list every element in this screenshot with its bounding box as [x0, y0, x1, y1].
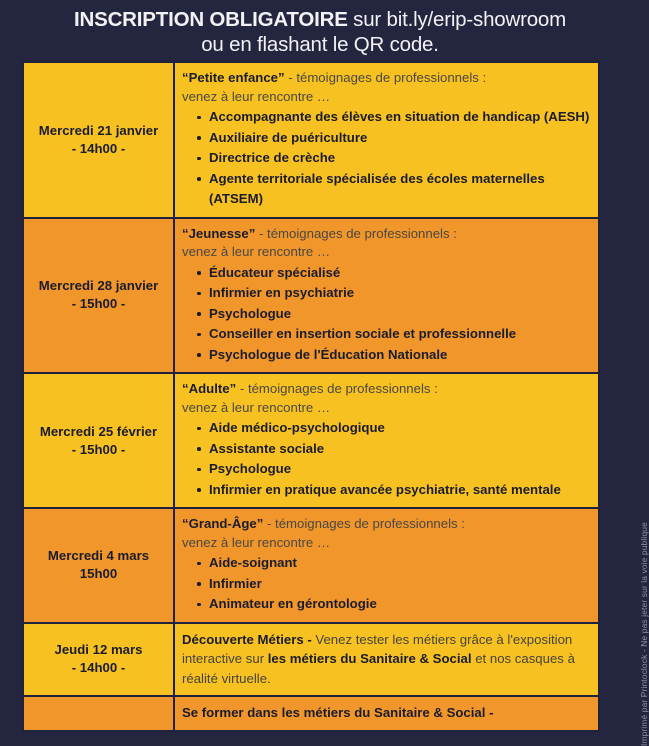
list-item: Psychologue de l'Éducation Nationale	[209, 345, 592, 366]
schedule-what-cell	[174, 218, 599, 374]
when-date: Mercredi 4 mars	[47, 548, 150, 564]
header-line-2: ou en flashant le QR code.	[201, 33, 439, 56]
header-line-1-url[interactable]: sur bit.ly/erip-showroom	[347, 8, 566, 31]
job-list	[182, 418, 592, 500]
theme-tag: “Adulte”	[182, 381, 237, 396]
activity-text-2: et nos casques à réalité virtuelle.	[182, 651, 575, 686]
theme-lead-line2: venez à leur rencontre …	[182, 244, 331, 259]
schedule-table-body	[23, 62, 599, 731]
list-item: Psychologue	[209, 459, 592, 480]
theme-tag: “Petite enfance”	[182, 70, 285, 85]
list-item: Animateur en gérontologie	[209, 594, 592, 615]
theme-lead-rest: - témoignages de professionnels :	[263, 516, 465, 531]
list-item: Directrice de crèche	[209, 148, 592, 169]
header-banner	[0, 0, 640, 57]
list-item: Accompagnante des élèves en situation de handicap (AESH)	[209, 107, 592, 128]
schedule-what-cell	[174, 508, 599, 623]
theme-lead-rest: - témoignages de professionnels :	[284, 70, 487, 85]
when-time: - 15h00 -	[71, 296, 126, 312]
activity-title: Découverte Métiers -	[182, 631, 316, 647]
schedule-when-cell	[23, 696, 174, 731]
list-item: Infirmier en pratique avancée psychiatrie, santé mentale	[209, 480, 592, 501]
schedule-when-cell	[23, 62, 174, 218]
activity-highlight: les métiers du Sanitaire & Social	[267, 651, 472, 666]
when-date: Jeudi 12 mars	[54, 642, 143, 658]
activity-text-1: Venez tester les métiers grâce à l'exposition interactive sur	[182, 631, 573, 666]
list-item: Assistante sociale	[209, 439, 592, 460]
table-row	[23, 62, 599, 218]
theme-lead-rest: - témoignages de professionnels :	[255, 225, 457, 241]
when-date: Mercredi 21 janvier	[38, 122, 159, 138]
schedule-when-cell	[23, 623, 174, 697]
list-item: Infirmier	[209, 574, 592, 595]
theme-lead-line2: venez à leur rencontre …	[182, 399, 331, 415]
schedule-what-cell	[174, 696, 599, 731]
when-time: - 14h00 -	[71, 660, 126, 676]
theme-lead-line2: venez à leur rencontre …	[182, 534, 331, 550]
theme-lead	[182, 380, 592, 417]
theme-lead	[182, 225, 592, 262]
table-row	[23, 623, 599, 697]
schedule-when-cell	[23, 508, 174, 623]
table-row	[23, 696, 599, 731]
theme-lead-rest: - témoignages de professionnels :	[236, 381, 438, 396]
schedule-what-cell	[174, 623, 599, 697]
activity-paragraph	[182, 630, 592, 689]
table-row	[23, 218, 599, 374]
schedule-when-cell	[23, 373, 174, 508]
theme-lead	[182, 69, 592, 106]
schedule-what-cell	[174, 62, 599, 218]
job-list	[182, 553, 592, 615]
list-item: Aide-soignant	[209, 553, 592, 574]
when-time: - 14h00 -	[71, 140, 126, 156]
table-row	[23, 373, 599, 508]
print-credit-text: Imprimé par Printoclock - Ne pas jeter sur la voie publique	[639, 522, 649, 746]
when-time: 15h00	[79, 566, 118, 582]
activity-title: Se former dans les métiers du Sanitaire & Social -	[182, 705, 494, 720]
schedule-table-container	[22, 61, 600, 732]
list-item: Aide médico-psychologique	[209, 418, 592, 439]
list-item: Auxiliaire de puériculture	[209, 128, 592, 149]
theme-lead	[182, 515, 592, 552]
job-list	[182, 263, 592, 366]
schedule-what-cell	[174, 373, 599, 508]
list-item: Conseiller en insertion sociale et professionnelle	[209, 324, 592, 345]
theme-tag: “Jeunesse”	[182, 225, 256, 241]
list-item: Psychologue	[209, 304, 592, 325]
list-item: Éducateur spécialisé	[209, 263, 592, 284]
when-date: Mercredi 28 janvier	[38, 278, 159, 294]
when-date: Mercredi 25 février	[39, 423, 158, 439]
list-item: Agente territoriale spécialisée des écoles maternelles (ATSEM)	[209, 169, 592, 210]
list-item: Infirmier en psychiatrie	[209, 283, 592, 304]
table-row	[23, 508, 599, 623]
schedule-table	[22, 61, 600, 732]
job-list	[182, 107, 592, 210]
header-line-1-strong: INSCRIPTION OBLIGATOIRE	[74, 8, 348, 31]
activity-paragraph	[182, 703, 592, 723]
theme-lead-line2: venez à leur rencontre …	[182, 88, 331, 104]
when-time: - 15h00 -	[71, 441, 126, 457]
header-line-1	[0, 7, 640, 32]
theme-tag: “Grand-Âge”	[182, 516, 264, 531]
schedule-when-cell	[23, 218, 174, 374]
